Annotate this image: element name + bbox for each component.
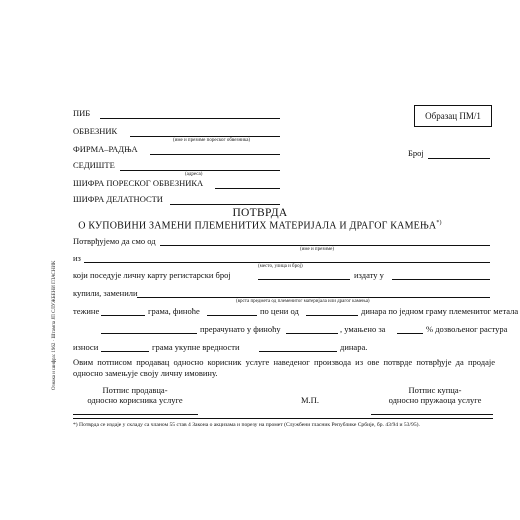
- side-note: Ознака и шифра: 1962 · Штампа ЈП СЛУЖБЕНИ ГЛАСНИК: [52, 260, 57, 390]
- firma-field[interactable]: [150, 154, 280, 155]
- sediste-label: СЕДИШТЕ: [73, 160, 115, 170]
- izdatu-u-text: издату у: [354, 270, 384, 280]
- percent-field[interactable]: [397, 333, 423, 334]
- rastura-text: % дозвољеног растура: [426, 324, 508, 334]
- seller-name-hint: (име и презиме): [300, 247, 335, 252]
- seller-signature-line2: односно корисника услуге: [87, 395, 183, 405]
- dinara-po-text: динара по једном граму племенитог метала: [361, 306, 519, 316]
- id-card-number-field[interactable]: [258, 279, 350, 280]
- iznosi-text: износи: [73, 342, 99, 352]
- item-type-hint: (врста предмета од племенитог материјала или драгог камења): [236, 299, 370, 304]
- statement-text: Овим потписом продавац односно корисник услуге наведеног производа из ове потврде потврђује да продаје односно замењује своју личну имовину.: [73, 357, 495, 378]
- seller-signature-line1: Потпис продавца-: [102, 385, 168, 395]
- preracunato-text: прерачунато у финоћу: [200, 324, 281, 334]
- pib-field[interactable]: [100, 118, 280, 119]
- address-field[interactable]: [84, 262, 490, 263]
- seller-signature-line[interactable]: [73, 414, 198, 415]
- po-ceni-text: по цени од: [260, 306, 299, 316]
- iz-text: из: [73, 253, 81, 263]
- item-field-2[interactable]: [101, 333, 197, 334]
- form-code: Образац ПМ/1: [425, 111, 481, 121]
- obveznik-label: ОБВЕЗНИК: [73, 126, 118, 136]
- sediste-field[interactable]: [120, 170, 280, 171]
- potvrdjujemo-text: Потврђујемо да смо од: [73, 236, 156, 246]
- sifra-delatnosti-label: ШИФРА ДЕЛАТНОСТИ: [73, 194, 163, 204]
- buyer-signature-label: [380, 385, 490, 405]
- kupili-text: купили, заменили: [73, 288, 138, 298]
- sifra-obveznika-label: ШИФРА ПОРЕСКОГ ОБВЕЗНИКА: [73, 178, 204, 188]
- amount-grams-field[interactable]: [101, 351, 149, 352]
- item-type-field[interactable]: [137, 297, 490, 298]
- dinara-end-text: динара.: [340, 342, 368, 352]
- seller-name-field[interactable]: [160, 245, 490, 246]
- sifra-obveznika-field[interactable]: [215, 188, 280, 189]
- form-code-box: [414, 105, 492, 127]
- pib-label: ПИБ: [73, 108, 91, 118]
- title-line2: О КУПОВИНИ ЗАМЕНИ ПЛЕМЕНИТИХ МАТЕРИЈАЛА И ДРАГОГ КАМЕЊА: [78, 220, 437, 232]
- obveznik-hint: (име и презиме пореског обвезника): [173, 138, 251, 143]
- footnote-divider: [73, 418, 493, 419]
- document-title: [0, 207, 520, 219]
- obveznik-field[interactable]: [130, 136, 280, 137]
- document-subtitle: [0, 220, 520, 231]
- broj-field[interactable]: [428, 158, 490, 159]
- price-field[interactable]: [306, 315, 358, 316]
- buyer-signature-line2: односно пружаоца услуге: [388, 395, 482, 405]
- sifra-delatnosti-field[interactable]: [170, 204, 280, 205]
- issued-in-field[interactable]: [392, 279, 490, 280]
- footnote-text: *) Потврда се издаје у складу са чланом 55 став 4 Закона о акцизама и порезу на промет (Службени гласник Републике Србије, бр. 43/94 и 53/95).: [73, 422, 420, 428]
- tezine-text: тежине: [73, 306, 100, 316]
- footnote-mark: *): [436, 220, 442, 226]
- weight-field[interactable]: [101, 315, 145, 316]
- title-line1: ПОТВРДА: [232, 207, 288, 219]
- sediste-hint: (адреса): [185, 172, 203, 177]
- id-card-text: који поседује личну карту регистарски број: [73, 270, 231, 280]
- buyer-signature-line[interactable]: [371, 414, 493, 415]
- grama-finoce-text: грама, финоће: [148, 306, 200, 316]
- firma-label: ФИРМА–РАДЊА: [73, 144, 138, 154]
- total-value-field[interactable]: [259, 351, 337, 352]
- address-hint: (место, улица и број): [258, 264, 303, 269]
- converted-fineness-field[interactable]: [286, 333, 338, 334]
- stamp-label: М.П.: [301, 395, 319, 405]
- umanjeno-text: , умањено за: [340, 324, 386, 334]
- fineness-field[interactable]: [207, 315, 257, 316]
- broj-label: Број: [408, 148, 424, 158]
- seller-signature-label: [80, 385, 190, 405]
- buyer-signature-line1: Потпис купца-: [408, 385, 462, 395]
- grama-ukupne-text: грама укупне вредности: [152, 342, 240, 352]
